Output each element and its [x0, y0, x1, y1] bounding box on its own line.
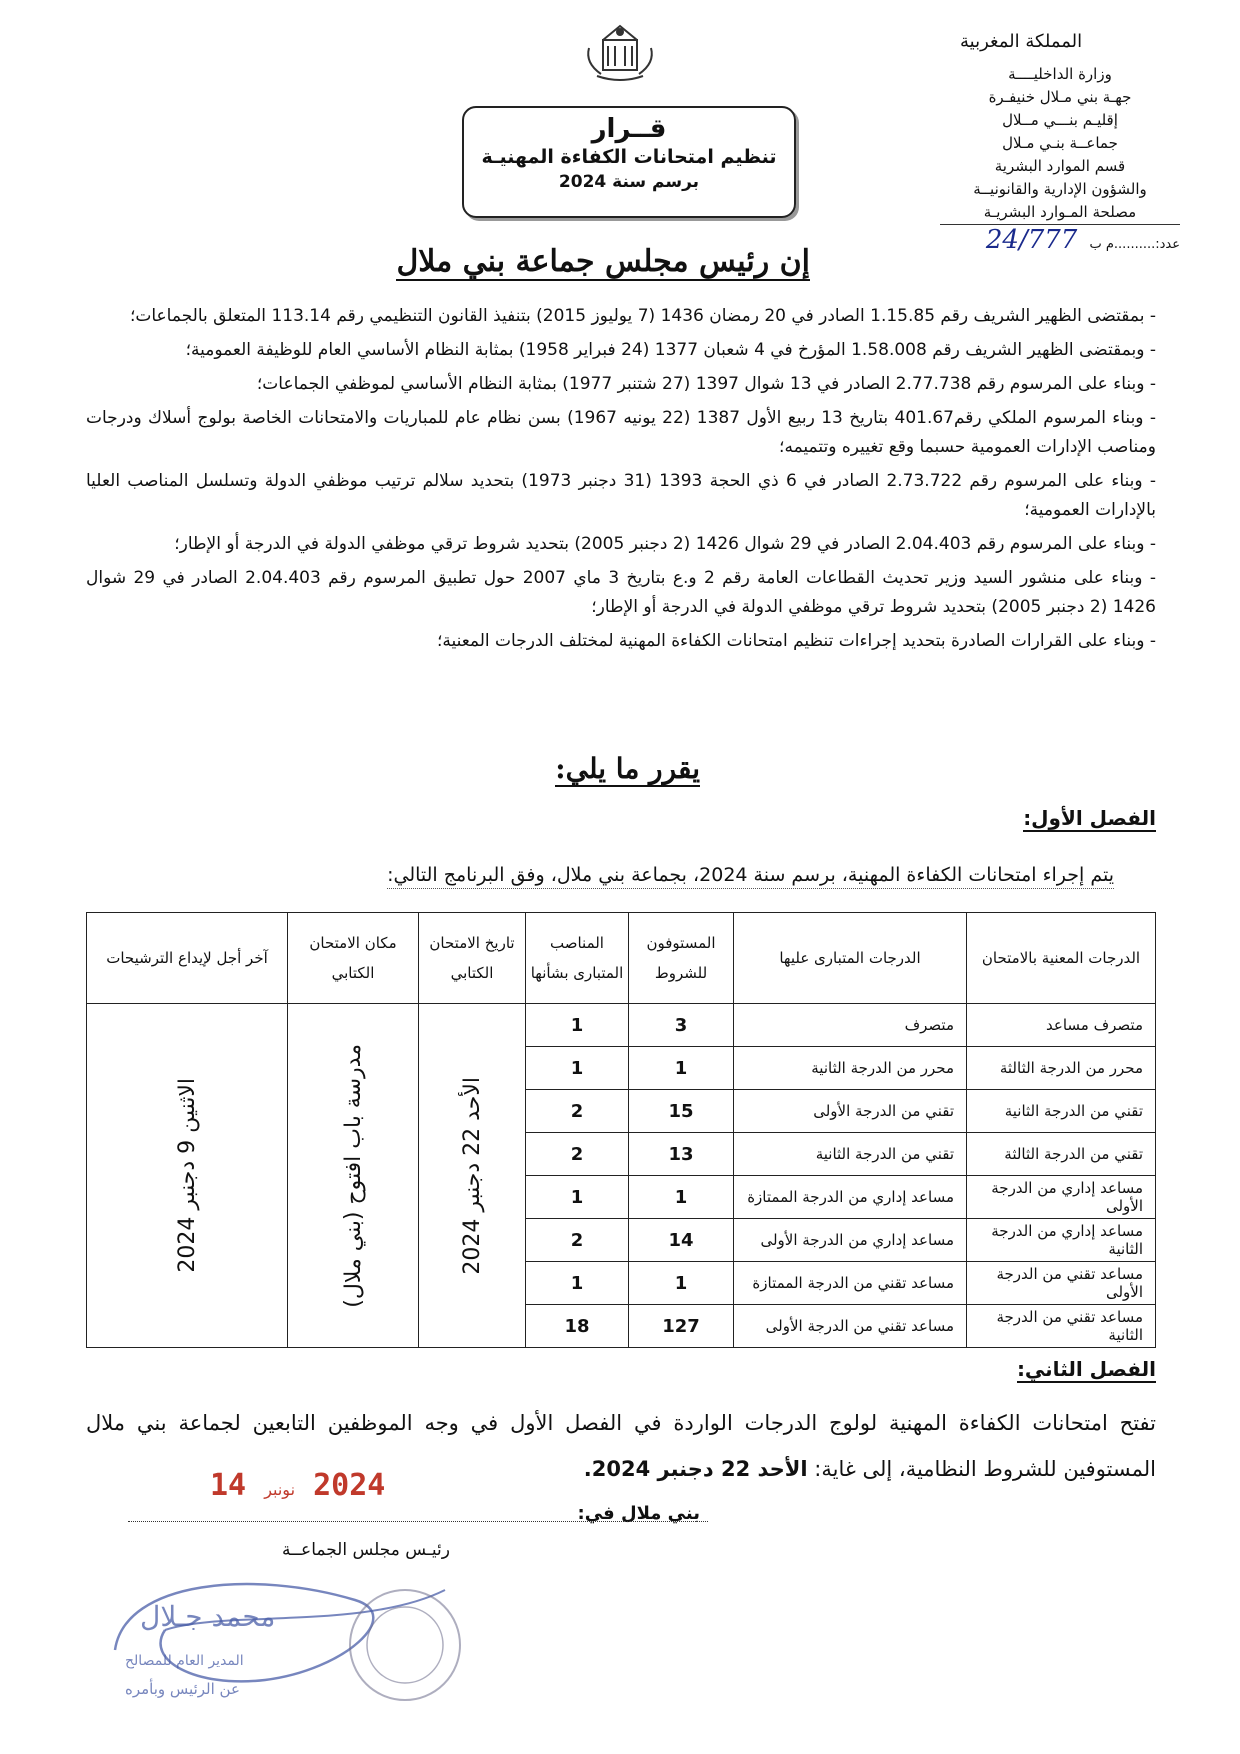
cell-exam-date	[419, 1004, 526, 1348]
col-header-posts: المناصب المتبارى بشأنها	[526, 913, 629, 1004]
decides-heading: يقرر ما يلي:	[555, 752, 700, 785]
title-subject: تنظيم امتحانات الكفاءة المهنيـة	[481, 146, 777, 168]
decision-title-box	[462, 106, 796, 218]
title-year: برسم سنة 2024	[558, 172, 700, 192]
cell-grade-target: مساعد إداري من الدرجة الأولى	[734, 1219, 967, 1262]
kingdom-name: المملكة المغربية	[960, 31, 1083, 52]
signatory-title: رئيـس مجلس الجماعــة	[281, 1540, 450, 1560]
cell-grade-target: تقني من الدرجة الأولى	[734, 1090, 967, 1133]
cell-grade-target: مساعد إداري من الدرجة الممتازة	[734, 1176, 967, 1219]
reference-label: عدد:..........م ب	[1089, 237, 1180, 252]
preamble-item: - وبناء على المرسوم رقم 2.73.722 الصادر في 6 ذي الحجة 1393 (31 دجنبر 1973) بتحديد سلالم ترتيب موظفي الدولة وتسلسل المناصب العليا بالإدارات العمومية؛	[86, 471, 1157, 520]
cell-grade-concerned: تقني من الدرجة الثانية	[967, 1090, 1156, 1133]
cell-eligible: 3	[629, 1004, 734, 1047]
cell-grade-target: تقني من الدرجة الثانية	[734, 1133, 967, 1176]
col-header-exam-place: مكان الامتحان الكتابي	[288, 913, 419, 1004]
cell-posts: 18	[526, 1305, 629, 1348]
cell-posts: 2	[526, 1090, 629, 1133]
preamble-item: - وبناء على المرسوم رقم 2.04.403 الصادر في 29 شوال 1426 (2 دجنبر 2005) بتحديد شروط ترقي موظفي الدولة في الدرجة أو الإطار؛	[174, 534, 1156, 554]
exam-place-text: مدرسة باب افتوح (بني ملال)	[340, 1043, 366, 1308]
admin-line: وزارة الداخليــــة	[1008, 65, 1112, 83]
col-header-deadline: آخر أجل لإيداع الترشيحات	[87, 913, 288, 1004]
date-stamp	[210, 1468, 385, 1503]
cell-exam-place	[288, 1004, 419, 1348]
cell-grade-concerned: مساعد إداري من الدرجة الثانية	[967, 1219, 1156, 1262]
cell-posts: 2	[526, 1133, 629, 1176]
title-main: قــرار	[591, 114, 667, 144]
coat-of-arms-emblem	[575, 18, 665, 88]
preamble-item: - وبمقتضى الظهير الشريف رقم 1.58.008 المؤرخ في 4 شعبان 1377 (24 فبراير 1958) بمثابة النظام الأساسي العام للوظيفة العمومية؛	[185, 340, 1156, 360]
cell-eligible: 14	[629, 1219, 734, 1262]
section-1-text: يتم إجراء امتحانات الكفاءة المهنية، برسم سنة 2024، بجماعة بني ملال، وفق البرنامج التالي:	[387, 864, 1114, 889]
col-header-exam-date: تاريخ الامتحان الكتابي	[419, 913, 526, 1004]
section-1-title: الفصل الأول:	[1023, 806, 1156, 830]
cell-eligible: 1	[629, 1176, 734, 1219]
cell-grade-concerned: متصرف مساعد	[967, 1004, 1156, 1047]
stamp-day: 14	[210, 1468, 247, 1503]
preamble-item: - وبناء على منشور السيد وزير تحديث القطاعات العامة رقم 2 و.ع بتاريخ 3 ماي 2007 حول تطبيق المرسوم رقم 2.04.403 الصادر في 29 شوال 1426 (2 دجنبر 2005) بتحديد شروط ترقي موظفي الدولة في الدرجة أو الإطار؛	[86, 568, 1156, 617]
admin-line: جهـة بني مـلال خنيفـرة	[988, 88, 1132, 106]
admin-line: قسم الموارد البشرية	[994, 157, 1126, 175]
preamble	[86, 302, 1156, 661]
cell-deadline	[87, 1004, 288, 1348]
table-header-row	[87, 913, 1156, 1004]
col-header-grade-target: الدرجات المتبارى عليها	[734, 913, 967, 1004]
section-2-body: تفتح امتحانات الكفاءة المهنية لولوج الدرجات الواردة في الفصل الأول في وجه الموظفين التابعين لجماعة بني ملال المستوفين للشروط النظامية، إلى غاية:	[86, 1411, 1156, 1481]
cell-eligible: 13	[629, 1133, 734, 1176]
reference-line	[940, 225, 1180, 256]
section-2-title: الفصل الثاني:	[1016, 1357, 1156, 1381]
exam-schedule-table	[86, 912, 1156, 1348]
cell-eligible: 1	[629, 1047, 734, 1090]
cell-grade-concerned: مساعد إداري من الدرجة الأولى	[967, 1176, 1156, 1219]
cell-grade-target: مساعد تقني من الدرجة الأولى	[734, 1305, 967, 1348]
preamble-item: - وبناء على القرارات الصادرة بتحديد إجراءات تنظيم امتحانات الكفاءة المهنية لمختلف الدرجات المعنية؛	[436, 631, 1156, 651]
reference-number: 24/777	[985, 225, 1078, 255]
col-header-grade-concerned: الدرجات المعنية بالامتحان	[967, 913, 1156, 1004]
cell-grade-target: مساعد تقني من الدرجة الممتازة	[734, 1262, 967, 1305]
preamble-item: - وبناء على المرسوم رقم 2.77.738 الصادر في 13 شوال 1397 (27 شتنبر 1977) بمثابة النظام الأساسي لموظفي الجماعات؛	[256, 374, 1156, 394]
cell-posts: 1	[526, 1004, 629, 1047]
admin-line: إقليـم بنـــي مــلال	[1002, 111, 1118, 129]
col-header-eligible: المستوفون للشروط	[629, 913, 734, 1004]
preamble-item: - وبناء المرسوم الملكي رقم401.67 بتاريخ 13 ربيع الأول 1387 (22 يونيه 1967) بسن نظام عام للمباريات والامتحانات الخاصة بولوج أسلاك ودرجات ومناصب الإدارات العمومية حسبما وقع تغييره وتتميمه؛	[86, 408, 1156, 457]
cell-grade-concerned: محرر من الدرجة الثالثة	[967, 1047, 1156, 1090]
cell-eligible: 15	[629, 1090, 734, 1133]
stamp-year: 2024	[313, 1468, 386, 1503]
admin-line: مصلحة المـوارد البشريـة	[940, 201, 1180, 225]
cell-eligible: 1	[629, 1262, 734, 1305]
admin-line: والشؤون الإدارية والقانونيــة	[973, 180, 1147, 198]
table-row	[87, 1004, 1156, 1047]
deadline-text: الاثنين 9 دجنبر 2024	[174, 1078, 200, 1273]
cell-grade-target: محرر من الدرجة الثانية	[734, 1047, 967, 1090]
preamble-item: - بمقتضى الظهير الشريف رقم 1.15.85 الصادر في 20 رمضان 1436 (7 يوليوز 2015) بتنفيذ القانون التنظيمي رقم 113.14 المتعلق بالجماعات؛	[129, 306, 1156, 326]
cell-posts: 1	[526, 1047, 629, 1090]
place-date-label: بني ملال في:	[577, 1503, 700, 1524]
date-dotted-line	[128, 1521, 708, 1522]
cell-grade-concerned: تقني من الدرجة الثالثة	[967, 1133, 1156, 1176]
cell-grade-concerned: مساعد تقني من الدرجة الثانية	[967, 1305, 1156, 1348]
cell-posts: 1	[526, 1262, 629, 1305]
section-2-deadline: الأحد 22 دجنبر 2024.	[583, 1457, 808, 1481]
signature-position: المدير العام للمصالح	[125, 1653, 244, 1669]
signature-name: محمد جـلال	[140, 1600, 276, 1633]
cell-eligible: 127	[629, 1305, 734, 1348]
administrative-header	[940, 30, 1180, 256]
cell-posts: 2	[526, 1219, 629, 1262]
cell-posts: 1	[526, 1176, 629, 1219]
stamp-month: نونبر	[264, 1480, 296, 1499]
exam-date-text: الأحد 22 دجنبر 2024	[459, 1076, 485, 1275]
signature-mandate: عن الرئيس وبأمره	[125, 1680, 240, 1698]
cell-grade-concerned: مساعد تقني من الدرجة الأولى	[967, 1262, 1156, 1305]
admin-line: جماعــة بنـي مـلال	[1002, 134, 1118, 152]
cell-grade-target: متصرف	[734, 1004, 967, 1047]
president-heading: إن رئيس مجلس جماعة بني ملال	[396, 244, 810, 279]
